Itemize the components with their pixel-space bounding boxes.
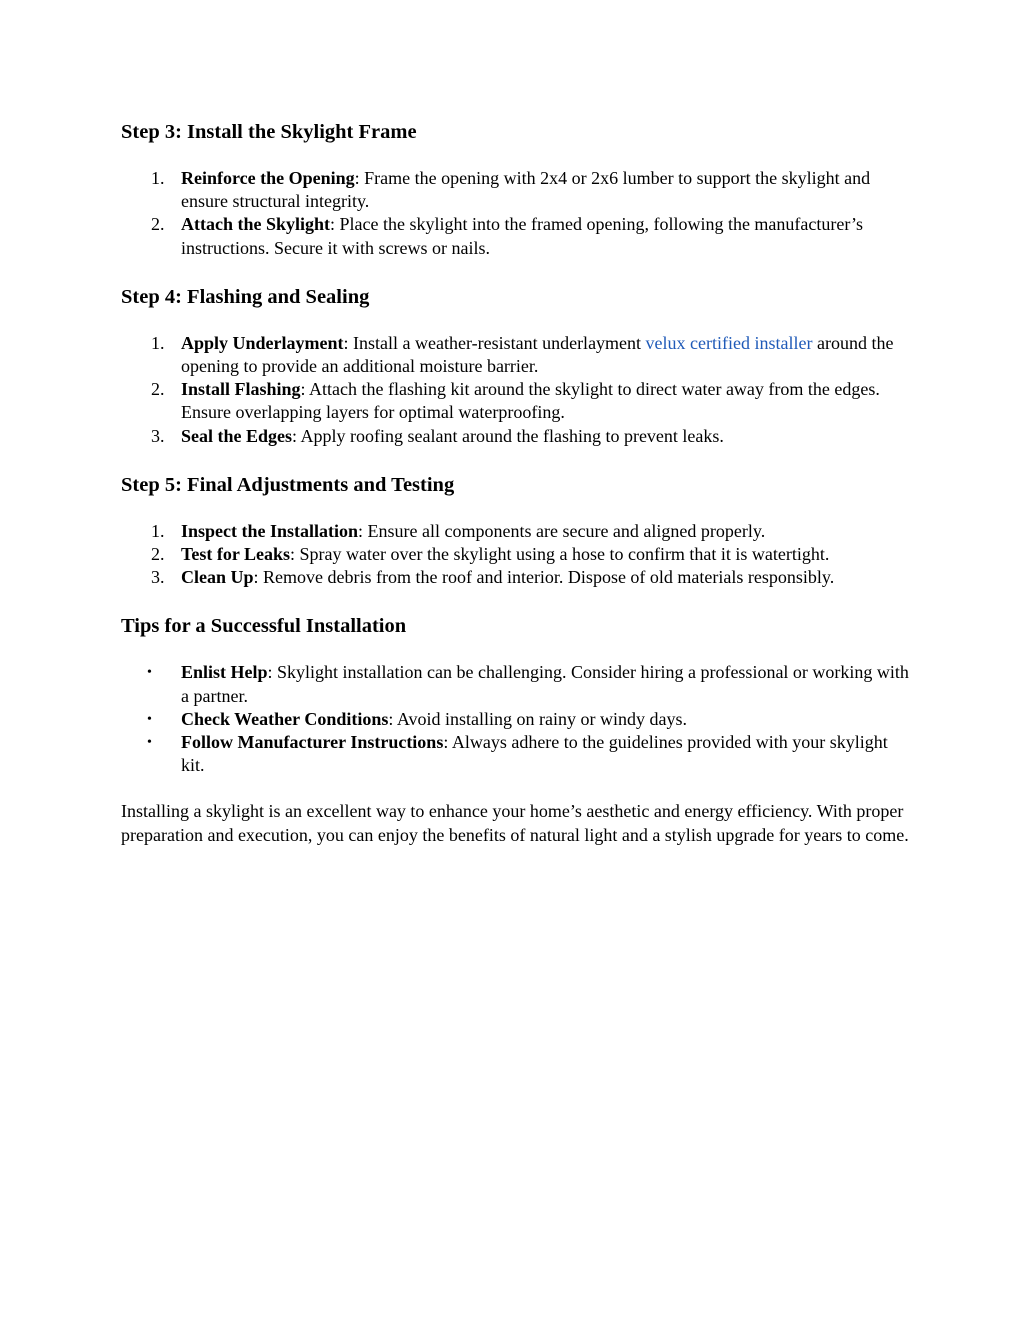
step4-list xyxy=(121,332,911,448)
item-text: : Avoid installing on rainy or windy days. xyxy=(388,708,688,729)
list-number: 2. xyxy=(151,544,165,565)
list-number: 1. xyxy=(151,168,165,188)
step5-list xyxy=(121,520,911,590)
item-text: : Apply roofing sealant around the flashing to prevent leaks. xyxy=(292,425,724,446)
item-text: : Skylight installation can be challenging. Consider hiring a professional or working with a partner. xyxy=(181,662,909,706)
list-number: 1. xyxy=(151,520,165,541)
item-title: Install Flashing xyxy=(181,379,301,400)
item-text: : Frame the opening with 2x4 or 2x6 lumber to support the skylight and ensure structural integrity. xyxy=(181,168,871,212)
list-item xyxy=(121,167,911,213)
item-title: Clean Up xyxy=(181,567,254,588)
item-text: : Attach the flashing kit around the skylight to direct water away from the edges. Ensure overlapping layers for optimal waterproofing. xyxy=(181,379,880,423)
item-title: Attach the Skylight xyxy=(181,214,331,235)
list-number: 2. xyxy=(151,379,165,400)
list-number: 3. xyxy=(151,567,165,588)
bullet-icon: • xyxy=(147,665,152,681)
item-title: Seal the Edges xyxy=(181,425,293,446)
step5-heading: Step 5: Final Adjustments and Testing xyxy=(121,473,455,496)
tips-heading: Tips for a Successful Installation xyxy=(121,615,407,638)
list-item xyxy=(121,731,911,777)
list-item xyxy=(121,543,911,566)
list-number: 1. xyxy=(151,332,165,353)
item-text: : Remove debris from the roof and interior. Dispose of old materials responsibly. xyxy=(253,567,835,588)
item-title: Enlist Help xyxy=(181,662,268,683)
list-item xyxy=(121,708,911,731)
item-text: : Place the skylight into the framed opening, following the manufacturer’s instructions. Secure it with screws or nails. xyxy=(181,214,864,258)
list-item xyxy=(121,213,911,259)
list-item xyxy=(121,661,911,707)
list-number: 3. xyxy=(151,425,165,446)
document-page xyxy=(121,118,911,847)
list-item xyxy=(121,378,911,424)
list-number: 2. xyxy=(151,214,165,235)
step3-heading: Step 3: Install the Skylight Frame xyxy=(121,121,417,143)
velux-installer-link[interactable]: velux certified installer xyxy=(645,332,813,353)
item-text: : Spray water over the skylight using a hose to confirm that it is watertight. xyxy=(290,544,830,565)
bullet-icon: • xyxy=(147,711,152,727)
list-item xyxy=(121,520,911,543)
item-title: Inspect the Installation xyxy=(181,520,359,541)
item-text-after: around the opening to provide an additional moisture barrier. xyxy=(181,332,894,377)
item-title: Check Weather Conditions xyxy=(181,708,389,729)
item-text: : Always adhere to the guidelines provided with your skylight kit. xyxy=(181,732,888,776)
item-title: Test for Leaks xyxy=(181,544,291,565)
list-item xyxy=(121,566,911,589)
step3-list xyxy=(121,167,911,260)
list-item xyxy=(121,425,911,448)
list-item xyxy=(121,332,911,378)
bullet-icon: • xyxy=(147,735,152,751)
item-text: : Ensure all components are secure and aligned properly. xyxy=(358,520,766,541)
step4-heading: Step 4: Flashing and Sealing xyxy=(121,285,370,308)
item-title: Follow Manufacturer Instructions xyxy=(181,732,444,753)
item-title: Apply Underlayment xyxy=(181,332,344,353)
closing-paragraph: Installing a skylight is an excellent way to enhance your home’s aesthetic and energy efficiency. With proper preparation and execution, you can enjoy the benefits of natural light and a stylish upgrade for years to come. xyxy=(121,801,909,845)
item-text: : Install a weather-resistant underlayment xyxy=(343,332,646,353)
tips-list xyxy=(121,661,911,777)
item-title: Reinforce the Opening xyxy=(181,168,355,188)
